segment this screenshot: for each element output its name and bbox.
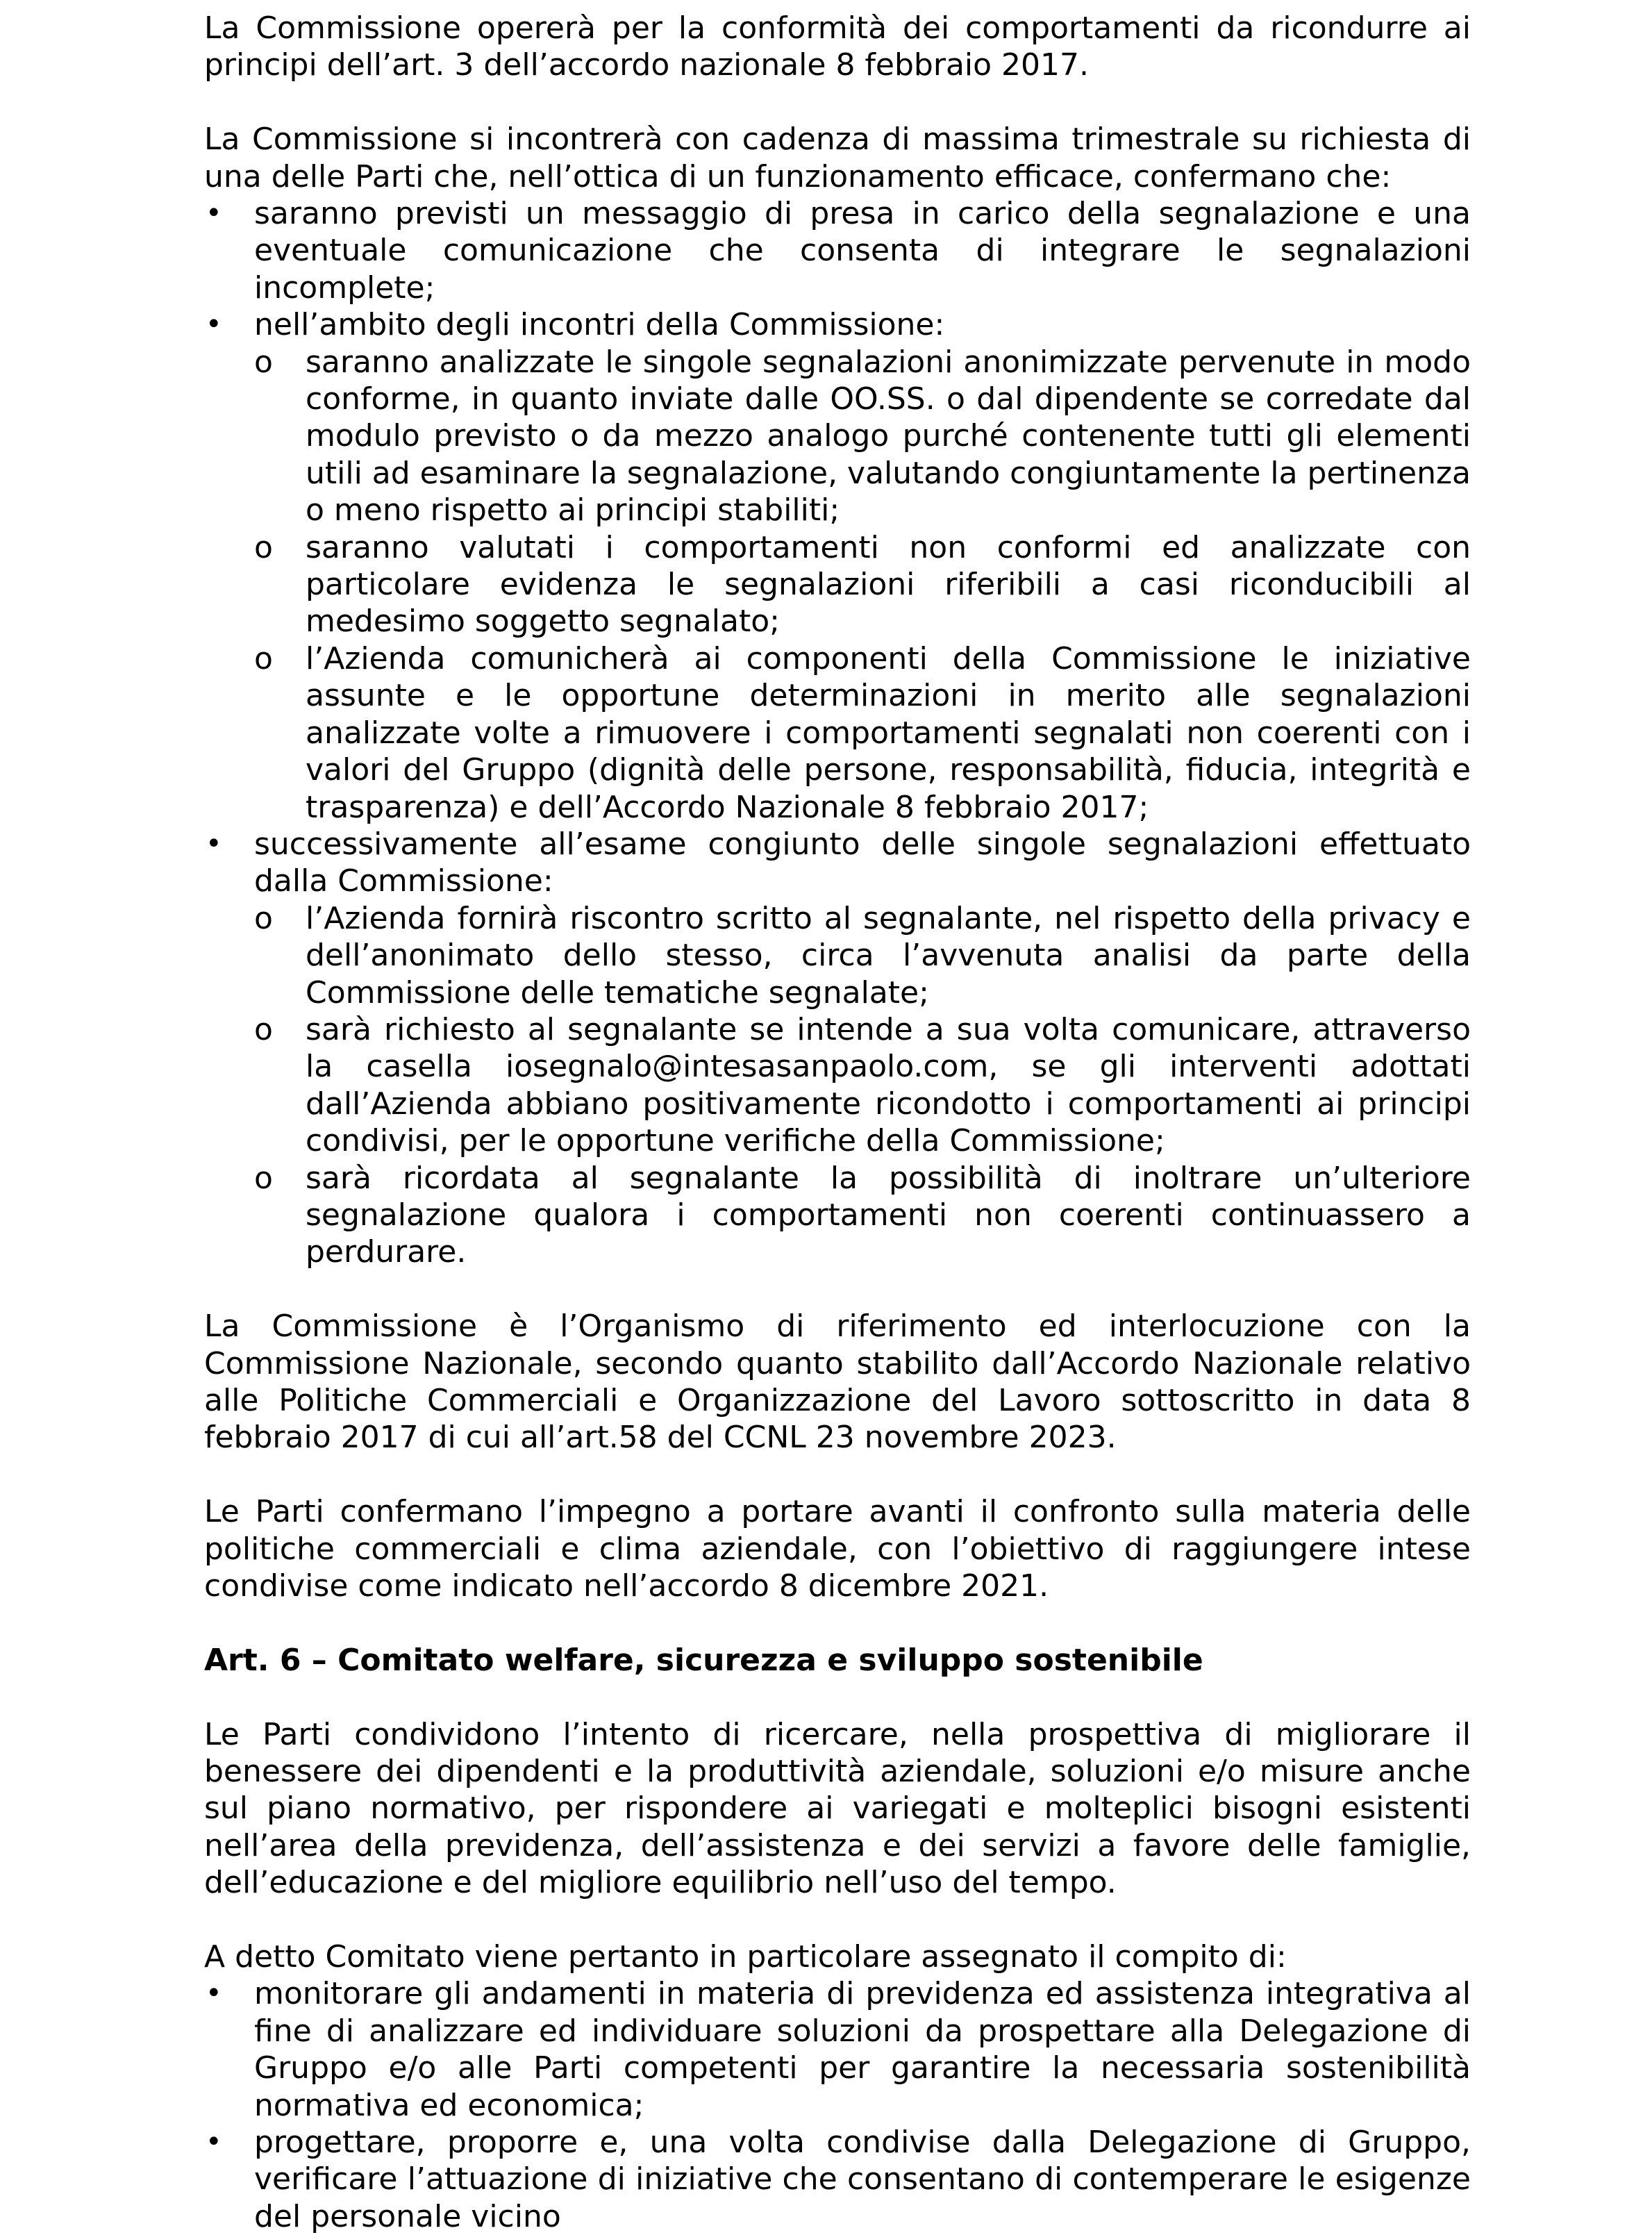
sub-list-item-text: sarà richiesto al segnalante se intende a sua volta comunicare, attraverso la casella iosegnalo@intesasanpaolo.com, se gli interventi adottati dall’Azienda abbiano positivamente ricondotto i comportamenti ai principi condivisi, per le opportune verifiche della Commissione; xyxy=(306,1011,1471,1159)
paragraph-commission-meetings: La Commissione si incontrerà con cadenza di massima trimestrale su richiesta di una delle Parti che, nell’ottica di un funzionamento efficace, confermano che: xyxy=(204,122,1471,194)
paragraph-commission-conformity: La Commissione opererà per la conformità dei comportamenti da ricondurre ai principi dell’art. 3 dell’accordo nazionale 8 febbraio 2017. xyxy=(204,10,1471,83)
commission-bullet-list xyxy=(204,195,1471,1271)
sub-list-item xyxy=(204,529,1471,640)
sub-list xyxy=(254,900,1471,1271)
section-heading-art-6: Art. 6 – Comitato welfare, sicurezza e sviluppo sostenibile xyxy=(204,1642,1203,1678)
document-page xyxy=(204,10,1471,2235)
paragraph-national-commission: La Commissione è l’Organismo di riferimento ed interlocuzione con la Commissione Nazionale, secondo quanto stabilito dall’Accordo Nazionale relativo alle Politiche Commerciali e Organizzazione del Lavoro sottoscritto in data 8 febbraio 2017 di cui all’art.58 del CCNL 23 novembre 2023. xyxy=(204,1308,1471,1456)
sub-list-item xyxy=(204,640,1471,826)
spacer xyxy=(204,1679,1471,1715)
sub-list-item xyxy=(204,344,1471,529)
circle-bullet-icon: o xyxy=(254,529,273,565)
sub-list-item-text: l’Azienda fornirà riscontro scritto al segnalante, nel rispetto della privacy e dell’anonimato dello stesso, circa l’avvenuta analisi da parte della Commissione delle tematiche segnalate; xyxy=(306,900,1471,1011)
list-item-text: nell’ambito degli incontri della Commissione: xyxy=(254,307,945,343)
bullet-icon: • xyxy=(206,197,222,230)
list-item xyxy=(204,826,1471,1271)
bullet-icon: • xyxy=(206,1977,222,2010)
sub-list-item xyxy=(204,1011,1471,1160)
list-item-text: progettare, proporre e, una volta condivise dalla Delegazione di Gruppo, verificare l’attuazione di iniziative che consentano di contemperare le esigenze del personale vicino xyxy=(254,2125,1471,2234)
paragraph-welfare-intent: Le Parti condividono l’intento di ricercare, nella prospettiva di migliorare il benessere dei dipendenti e la produttività aziendale, soluzioni e/o misure anche sul piano normativo, per rispondere ai variegati e molteplici bisogni esistenti nell’area della previdenza, dell’assistenza e dei servizi a favore delle famiglie, dell’educazione e del migliore equilibrio nell’uso del tempo. xyxy=(204,1716,1471,1901)
spacer xyxy=(204,1271,1471,1308)
sub-list-item-text: sarà ricordata al segnalante la possibilità di inoltrare un’ulteriore segnalazione qualora i comportamenti non coerenti continuassero a perdurare. xyxy=(306,1160,1471,1270)
bullet-icon: • xyxy=(206,827,222,860)
list-item-text: successivamente all’esame congiunto delle singole segnalazioni effettuato dalla Commissione: xyxy=(254,826,1471,899)
paragraph-committee-tasks: A detto Comitato viene pertanto in particolare assegnato il compito di: xyxy=(204,1939,1287,1975)
circle-bullet-icon: o xyxy=(254,640,273,676)
circle-bullet-icon: o xyxy=(254,900,273,936)
spacer xyxy=(204,1902,1471,1938)
list-item xyxy=(204,306,1471,826)
sub-list xyxy=(254,344,1471,826)
list-item-text: monitorare gli andamenti in materia di previdenza ed assistenza integrativa al fine di analizzare ed individuare soluzioni da prospettare alla Delegazione di Gruppo e/o alle Parti competenti per garantire la necessaria sostenibilità normativa ed economica; xyxy=(254,1976,1471,2123)
sub-list-item xyxy=(204,1160,1471,1271)
sub-list-item-text: saranno valutati i comportamenti non conformi ed analizzate con particolare evidenza le segnalazioni riferibili a casi riconducibili al medesimo soggetto segnalato; xyxy=(306,529,1471,640)
bullet-icon: • xyxy=(206,308,222,341)
circle-bullet-icon: o xyxy=(254,344,273,380)
sub-list-item xyxy=(204,900,1471,1011)
spacer xyxy=(204,1456,1471,1493)
circle-bullet-icon: o xyxy=(254,1011,273,1047)
paragraph-commercial-policies: Le Parti confermano l’impegno a portare avanti il confronto sulla materia delle politiche commerciali e clima aziendale, con l’obiettivo di raggiungere intese condivise come indicato nell’accordo 8 dicembre 2021. xyxy=(204,1494,1471,1604)
spacer xyxy=(204,84,1471,121)
sub-list-item-text: l’Azienda comunicherà ai componenti della Commissione le iniziative assunte e le opportune determinazioni in merito alle segnalazioni analizzate volte a rimuovere i comportamenti segnalati non coerenti con i valori del Gruppo (dignità delle persone, responsabilità, fiducia, integrità e trasparenza) e dell’Accordo Nazionale 8 febbraio 2017; xyxy=(306,640,1471,825)
committee-tasks-list xyxy=(204,1975,1471,2235)
spacer xyxy=(204,1604,1471,1641)
sub-list-item-text: saranno analizzate le singole segnalazioni anonimizzate pervenute in modo conforme, in quanto inviate dalle OO.SS. o dal dipendente se corredate dal modulo previsto o da mezzo analogo purché contenente tutti gli elementi utili ad esaminare la segnalazione, valutando congiuntamente la pertinenza o meno rispetto ai principi stabiliti; xyxy=(306,344,1471,529)
list-item xyxy=(204,195,1471,306)
bullet-icon: • xyxy=(206,2126,222,2159)
list-item-text: saranno previsti un messaggio di presa in carico della segnalazione e una eventuale comunicazione che consenta di integrare le segnalazioni incomplete; xyxy=(254,196,1471,306)
circle-bullet-icon: o xyxy=(254,1160,273,1196)
list-item xyxy=(204,1975,1471,2124)
list-item xyxy=(204,2124,1471,2235)
